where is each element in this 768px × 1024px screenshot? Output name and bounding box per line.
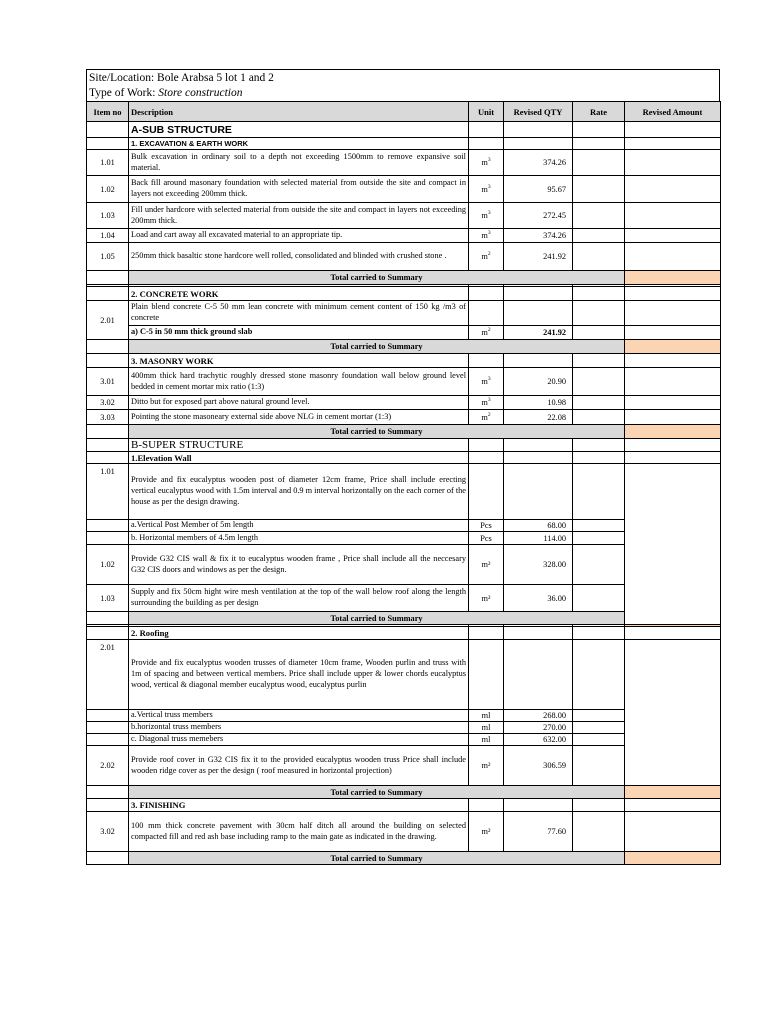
table-cell	[504, 138, 573, 150]
table-cell	[573, 734, 625, 746]
unit-text: 3	[487, 376, 491, 383]
subsection-title: 1.Elevation Wall	[129, 452, 469, 464]
table-cell	[87, 287, 129, 301]
table-cell: 241.92	[504, 243, 573, 271]
total-row	[87, 786, 721, 799]
table-cell	[625, 812, 721, 852]
col-unit: Unit	[469, 102, 504, 122]
table-cell	[469, 301, 504, 326]
unit-text: 3	[487, 183, 491, 190]
table-cell: Fill under hardcore with selected material from outside the site and compact in layers not exceeding 200mm thick.	[129, 203, 469, 229]
table-cell	[625, 287, 721, 301]
table-cell	[573, 229, 625, 243]
table-cell: 2.01	[87, 301, 129, 340]
table-row	[87, 812, 721, 852]
table-cell: 22.08	[504, 410, 573, 425]
subsection-title: 3. FINISHING	[129, 799, 469, 812]
table-cell	[87, 722, 129, 734]
table-cell	[625, 464, 721, 625]
table-row	[87, 396, 721, 410]
col-qty: Revised QTY	[504, 102, 573, 122]
table-cell	[573, 301, 625, 326]
table-cell	[573, 368, 625, 396]
table-cell	[87, 452, 129, 464]
table-cell: Provide and fix eucalyptus wooden post of diameter 12cm frame, Price shall include erecting vertical eucalyptus wood with 1.5m interval and 0.9 m interval horizontally on the each corner of the house as per the design drawing.	[129, 464, 469, 520]
table-cell	[504, 627, 573, 640]
table-cell: 374.26	[504, 229, 573, 243]
table-cell	[573, 243, 625, 271]
table-cell	[504, 354, 573, 368]
table-cell	[87, 734, 129, 746]
table-cell	[573, 396, 625, 410]
table-cell: 1.02	[87, 545, 129, 585]
table-cell: b. Horizontal members of 4.5m length	[129, 532, 469, 545]
table-cell: 114.00	[504, 532, 573, 545]
table-cell: 3.02	[87, 396, 129, 410]
table-cell	[573, 122, 625, 138]
boq-table	[86, 101, 721, 865]
table-cell	[87, 532, 129, 545]
table-row	[87, 176, 721, 203]
table-cell	[625, 271, 721, 285]
table-cell: m²	[469, 812, 504, 852]
table-cell	[625, 301, 721, 326]
boq-sheet	[86, 69, 720, 865]
table-cell: 10.98	[504, 396, 573, 410]
table-cell	[87, 710, 129, 722]
table-cell: 400mm thick hard trachytic roughly dressed stone masonry foundation wall below ground level bedded in cement mortar mix ratio (1:3)	[129, 368, 469, 396]
table-cell	[625, 176, 721, 203]
table-cell	[573, 354, 625, 368]
table-cell: c. Diagonal truss memebers	[129, 734, 469, 746]
table-cell	[469, 452, 504, 464]
table-cell: Back fill around masonary foundation with selected material from outside the site and compact in layers not exceeding 200mm thick.	[129, 176, 469, 203]
table-cell	[87, 271, 129, 285]
table-cell	[625, 150, 721, 176]
table-cell: Total carried to Summary	[129, 271, 625, 285]
table-cell	[469, 229, 504, 243]
table-cell: Pcs	[469, 520, 504, 532]
unit-text: 3	[487, 157, 491, 164]
table-cell: 374.26	[504, 150, 573, 176]
table-cell	[573, 176, 625, 203]
table-cell	[469, 410, 504, 425]
table-cell	[573, 799, 625, 812]
table-cell	[87, 786, 129, 799]
table-cell	[504, 287, 573, 301]
table-cell	[573, 138, 625, 150]
table-cell	[573, 287, 625, 301]
unit-text: m	[481, 398, 488, 407]
table-cell	[469, 203, 504, 229]
table-cell: m²	[469, 746, 504, 786]
unit-text: 3	[487, 210, 491, 217]
table-cell: Provide G32 CIS wall & fix it to eucalyptus wooden frame , Price shall include all the neccesary G32 CIS doors and windows as per the design.	[129, 545, 469, 585]
unit-text: m	[481, 377, 488, 386]
table-cell	[573, 203, 625, 229]
table-row	[87, 243, 721, 271]
table-cell: 68.00	[504, 520, 573, 532]
table-cell: 306.59	[504, 746, 573, 786]
col-rate: Rate	[573, 102, 625, 122]
table-cell: 1.01	[87, 464, 129, 520]
table-row	[87, 368, 721, 396]
table-cell	[573, 150, 625, 176]
table-cell	[469, 243, 504, 271]
subsection-title: 2. CONCRETE WORK	[129, 287, 469, 301]
table-cell	[504, 439, 573, 452]
table-cell	[469, 368, 504, 396]
table-cell	[87, 340, 129, 354]
table-cell: Provide roof cover in G32 CIS fix it to the provided eucalyptus wooden truss Price shall include wooden ridge cover as per the design ( roof measured in horizontal projection)	[129, 746, 469, 786]
table-cell	[469, 122, 504, 138]
table-cell	[87, 520, 129, 532]
table-cell	[504, 301, 573, 326]
table-cell	[625, 786, 721, 799]
table-cell	[625, 852, 721, 865]
table-cell	[87, 439, 129, 452]
table-cell	[469, 640, 504, 710]
table-cell	[469, 396, 504, 410]
unit-text: m	[481, 184, 488, 194]
unit-text: 2	[487, 251, 491, 258]
section-title: B-SUPER STRUCTURE	[129, 439, 469, 452]
table-cell	[504, 464, 573, 520]
table-cell: Pointing the stone masoneary external side above NLG in cement mortar (1:3)	[129, 410, 469, 425]
unit-text: 3	[487, 230, 491, 237]
table-cell	[573, 326, 625, 340]
table-cell	[469, 176, 504, 203]
table-cell	[504, 452, 573, 464]
table-cell	[573, 545, 625, 585]
col-item: Item no	[87, 102, 129, 122]
unit-text: m	[481, 211, 488, 220]
table-cell	[625, 229, 721, 243]
table-cell	[504, 122, 573, 138]
table-cell: 272.45	[504, 203, 573, 229]
table-cell: 1.02	[87, 176, 129, 203]
table-cell	[625, 354, 721, 368]
work-type-label: Type of Work:	[89, 87, 159, 99]
table-row	[87, 150, 721, 176]
table-cell: b.horizontal truss members	[129, 722, 469, 734]
table-cell: 77.60	[504, 812, 573, 852]
table-cell	[573, 452, 625, 464]
table-cell: 632.00	[504, 734, 573, 746]
table-cell	[625, 122, 721, 138]
table-cell	[504, 640, 573, 710]
table-cell: 3.03	[87, 410, 129, 425]
table-cell	[469, 138, 504, 150]
table-cell: a.Vertical truss members	[129, 710, 469, 722]
total-row	[87, 425, 721, 439]
unit-text: 2	[487, 411, 491, 418]
table-cell	[625, 243, 721, 271]
table-cell	[573, 722, 625, 734]
table-cell: ml	[469, 734, 504, 746]
table-cell	[87, 852, 129, 865]
table-cell: Total carried to Summary	[129, 612, 625, 625]
unit-text: m	[481, 328, 488, 337]
table-cell	[469, 439, 504, 452]
table-cell	[625, 640, 721, 786]
table-cell	[625, 425, 721, 439]
table-cell: 2.02	[87, 746, 129, 786]
table-cell: 95.67	[504, 176, 573, 203]
subsection-title: 1. EXCAVATION & EARTH WORK	[129, 138, 469, 150]
column-header-row	[87, 102, 721, 122]
table-cell: 100 mm thick concrete pavement with 30cm half ditch all around the building on selected compacted fill and red ash base including ramp to the main gate as indicated in the drawing.	[129, 812, 469, 852]
table-cell: m²	[469, 585, 504, 612]
table-row	[87, 464, 721, 520]
unit-text: m	[481, 252, 488, 261]
table-row	[87, 301, 721, 326]
table-cell	[625, 368, 721, 396]
table-cell	[625, 410, 721, 425]
table-cell: Load and cart away all excavated material to an appropriate tip.	[129, 229, 469, 243]
table-cell: 241.92	[504, 326, 573, 340]
table-cell: 2.01	[87, 640, 129, 710]
total-row	[87, 340, 721, 354]
table-row	[87, 122, 721, 138]
table-row	[87, 452, 721, 464]
table-cell: m²	[469, 545, 504, 585]
table-row	[87, 799, 721, 812]
table-cell: Total carried to Summary	[129, 340, 625, 354]
unit-text: m	[481, 231, 488, 240]
table-cell	[469, 287, 504, 301]
work-type	[86, 85, 720, 101]
table-cell	[469, 799, 504, 812]
table-cell	[573, 710, 625, 722]
table-cell	[573, 627, 625, 640]
table-cell	[469, 150, 504, 176]
table-row	[87, 203, 721, 229]
table-cell	[573, 520, 625, 532]
table-cell: 3.02	[87, 812, 129, 852]
table-cell: 3.01	[87, 368, 129, 396]
col-amount: Revised Amount	[625, 102, 721, 122]
table-cell: Ditto but for exposed part above natural ground level.	[129, 396, 469, 410]
table-cell	[625, 138, 721, 150]
total-row	[87, 271, 721, 285]
table-cell: 1.03	[87, 585, 129, 612]
table-cell: a.Vertical Post Member of 5m length	[129, 520, 469, 532]
table-cell: 1.04	[87, 229, 129, 243]
table-cell	[625, 439, 721, 452]
unit-text: 2	[487, 327, 491, 334]
table-row	[87, 627, 721, 640]
table-cell	[87, 138, 129, 150]
unit-text: m	[481, 158, 488, 167]
table-cell	[573, 585, 625, 612]
table-cell	[625, 203, 721, 229]
table-cell: Supply and fix 50cm hight wire mesh ventilation at the top of the wall below roof along the length surrounding the building as per design	[129, 585, 469, 612]
table-row	[87, 229, 721, 243]
table-row	[87, 410, 721, 425]
table-cell: a) C-5 in 50 mm thick ground slab	[129, 326, 469, 340]
site-location: Site/Location: Bole Arabsa 5 lot 1 and 2	[86, 69, 720, 85]
table-cell: Total carried to Summary	[129, 852, 625, 865]
table-cell	[87, 354, 129, 368]
table-cell	[625, 627, 721, 640]
table-row	[87, 287, 721, 301]
section-title: A-SUB STRUCTURE	[129, 122, 469, 138]
table-cell	[625, 799, 721, 812]
subsection-title: 3. MASONRY WORK	[129, 354, 469, 368]
table-cell	[573, 410, 625, 425]
table-cell: 20.90	[504, 368, 573, 396]
table-cell	[87, 612, 129, 625]
table-cell	[469, 627, 504, 640]
table-cell	[469, 464, 504, 520]
table-cell	[87, 627, 129, 640]
table-cell: 1.05	[87, 243, 129, 271]
table-cell: Plain blend concrete C-5 50 mm lean concrete with minimum cement content of 150 kg /m3 of concrete	[129, 301, 469, 326]
table-cell	[469, 326, 504, 340]
table-cell: 250mm thick basaltic stone hardcore well rolled, consolidated and blinded with crushed stone .	[129, 243, 469, 271]
subsection-title: 2. Roofing	[129, 627, 469, 640]
table-cell: ml	[469, 710, 504, 722]
table-cell	[87, 122, 129, 138]
table-cell: 268.00	[504, 710, 573, 722]
table-row	[87, 354, 721, 368]
unit-text: m	[481, 412, 488, 422]
table-cell: Total carried to Summary	[129, 786, 625, 799]
table-cell	[504, 799, 573, 812]
table-row	[87, 326, 721, 340]
table-cell	[625, 452, 721, 464]
table-cell: Pcs	[469, 532, 504, 545]
table-cell	[573, 812, 625, 852]
table-cell	[87, 799, 129, 812]
table-cell: 1.03	[87, 203, 129, 229]
table-cell	[625, 340, 721, 354]
table-cell: Bulk excavation in ordinary soil to a depth not exceeding 1500mm to remove expansive soil material.	[129, 150, 469, 176]
col-description: Description	[129, 102, 469, 122]
table-cell	[573, 640, 625, 710]
table-cell	[469, 354, 504, 368]
table-cell: Provide and fix eucalyptus wooden trusses of diameter 10cm frame, Wooden purlin and truss with 1m of spacing and between vertical members. Price shall include upper & lower chords eucalyptus wood, vertical & diagonal member eucalyptus wood, eucalyptus purlin	[129, 640, 469, 710]
table-cell	[573, 746, 625, 786]
total-row	[87, 852, 721, 865]
table-cell: 270.00	[504, 722, 573, 734]
table-cell	[87, 425, 129, 439]
table-row	[87, 439, 721, 452]
table-row	[87, 138, 721, 150]
table-cell	[573, 532, 625, 545]
table-cell: 328.00	[504, 545, 573, 585]
table-cell	[573, 464, 625, 520]
table-cell: ml	[469, 722, 504, 734]
table-cell	[625, 326, 721, 340]
table-cell	[573, 439, 625, 452]
table-cell	[625, 396, 721, 410]
table-cell: 1.01	[87, 150, 129, 176]
table-cell: 36.00	[504, 585, 573, 612]
table-row	[87, 640, 721, 710]
unit-text: 3	[487, 397, 491, 404]
work-type-value: Store construction	[158, 87, 243, 99]
table-cell: Total carried to Summary	[129, 425, 625, 439]
